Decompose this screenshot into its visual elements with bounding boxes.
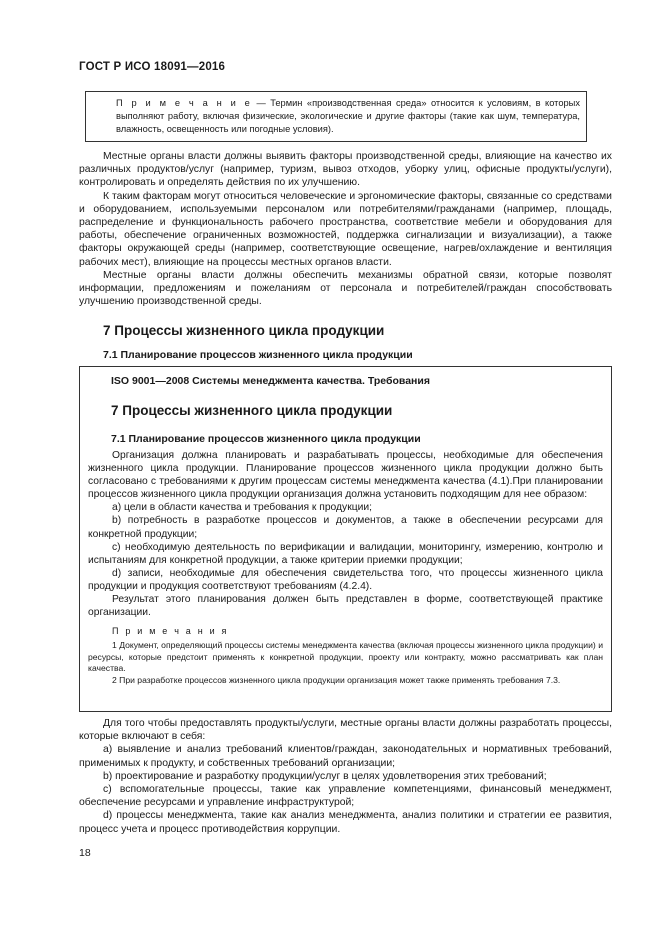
- closing-list-item-d: d) процессы менеджмента, такие как анализ менеджмента, анализ политики и стратегии ее развития, процесс учета и процесс противодействия коррупции.: [79, 810, 612, 835]
- iso-result-paragraph: Результат этого планирования должен быть представлен в форме, соответствующей практике организации.: [88, 594, 603, 619]
- iso-note-1: 1 Документ, определяющий процессы системы менеджмента качества (включая процессы жизненного цикла продукции) и ресурсы, которые предстоит применять к конкретной продукции, проекту или контракту, можно рассматривать как план качества.: [88, 639, 603, 674]
- top-note-box: [85, 91, 587, 142]
- intro-paragraph-1: Местные органы власти должны выявить факторы производственной среды, влияющие на качество их различных продуктов/услуг (например, туризм, вывоз отходов, уборку улиц, офисные продукты/услуги), контролировать и определять действия по их улучшению.: [79, 151, 612, 189]
- iso-notes: [88, 626, 603, 687]
- iso-note-2: 2 При разработке процессов жизненного цикла продукции организация может также применять требования 7.3.: [112, 675, 561, 686]
- closing-text: [79, 717, 612, 836]
- section-heading: 7 Процессы жизненного цикла продукции: [103, 323, 385, 338]
- iso-body: [88, 449, 603, 619]
- closing-intro: Для того чтобы предоставлять продукты/услуги, местные органы власти должны разработать процессы, которые включают в себя:: [79, 718, 612, 743]
- top-note-body: — Термин «производственная среда» относится к условиям, в которых выполняют работу, включая физические, экологические и другие факторы (такие как шум, температура, влажность, освещенность или погодные условия).: [116, 98, 580, 134]
- iso-quote-box: [79, 366, 612, 712]
- iso-list-item-d: d) записи, необходимые для обеспечения свидетельства того, что процессы жизненного цикла продукции и продукция соответствуют требованиям (4.2.4).: [88, 567, 603, 592]
- page-number: 18: [79, 847, 91, 859]
- closing-list-item-c: c) вспомогательные процессы, такие как управление компетенциями, финансовый менеджмент, обеспечение ресурсами и управление инфраструктурой;: [79, 784, 612, 809]
- section-subheading: 7.1 Планирование процессов жизненного цикла продукции: [103, 349, 413, 361]
- iso-list-item-b: b) потребность в разработке процессов и документов, а также в обеспечении ресурсами для конкретной продукции;: [88, 515, 603, 540]
- iso-paragraph: Организация должна планировать и разрабатывать процессы, необходимые для обеспечения жизненного цикла продукции. Планирование процессов жизненного цикла продукции должно быть согласовано с требованиями к другим процессам системы менеджмента качества (4.1).При планировании процессов жизненного цикла продукции организация должна установить подходящим для нее образом:: [88, 450, 603, 501]
- closing-list-item-b: b) проектирование и разработку продукции/услуг в целях удовлетворения этих требований;: [103, 770, 547, 782]
- intro-paragraph-3: Местные органы власти должны обеспечить механизмы обратной связи, которые позволят информации, предложениям и пожеланиям от персонала и потребителей/граждан способствовать улучшению производственной среды.: [79, 269, 612, 308]
- iso-notes-title: П р и м е ч а н и я: [112, 626, 229, 636]
- document-header: ГОСТ Р ИСО 18091—2016: [79, 61, 226, 73]
- iso-list-item-c: c) необходимую деятельность по верификации и валидации, мониторингу, измерению, контролю и испытаниям для конкретной продукции, а также критерии приемки продукции;: [88, 541, 603, 566]
- intro-paragraph-2: К таким факторам могут относиться человеческие и эргономические факторы, связанные со средствами и оборудованием, используемыми персоналом или потребителями/гражданами (например, площадь, распределение и функциональность рабочего пространства, соответствие мебели и оборудования для работы, обеспечение ограниченных возможностей, поддержка сигнализации и визуализации), а также факторы окружающей среды (например, соответствующие освещение, нагрев/охлаждение и вентиляция рабочих мест), влияющие на процессы местных органов власти.: [79, 190, 612, 268]
- intro-text: [79, 150, 612, 308]
- top-note-text: [92, 97, 580, 136]
- iso-heading: 7 Процессы жизненного цикла продукции: [111, 403, 393, 418]
- iso-standard-title: ISO 9001—2008 Системы менеджмента качества. Требования: [111, 375, 430, 387]
- top-note-label: П р и м е ч а н и е: [116, 98, 253, 108]
- iso-subheading: 7.1 Планирование процессов жизненного цикла продукции: [111, 433, 421, 445]
- iso-list-item-a: а) цели в области качества и требования к продукции;: [112, 502, 372, 514]
- closing-list-item-a: а) выявление и анализ требований клиентов/граждан, законодательных и нормативных требований, применимых к продукту, и собственных требований организации;: [79, 744, 612, 769]
